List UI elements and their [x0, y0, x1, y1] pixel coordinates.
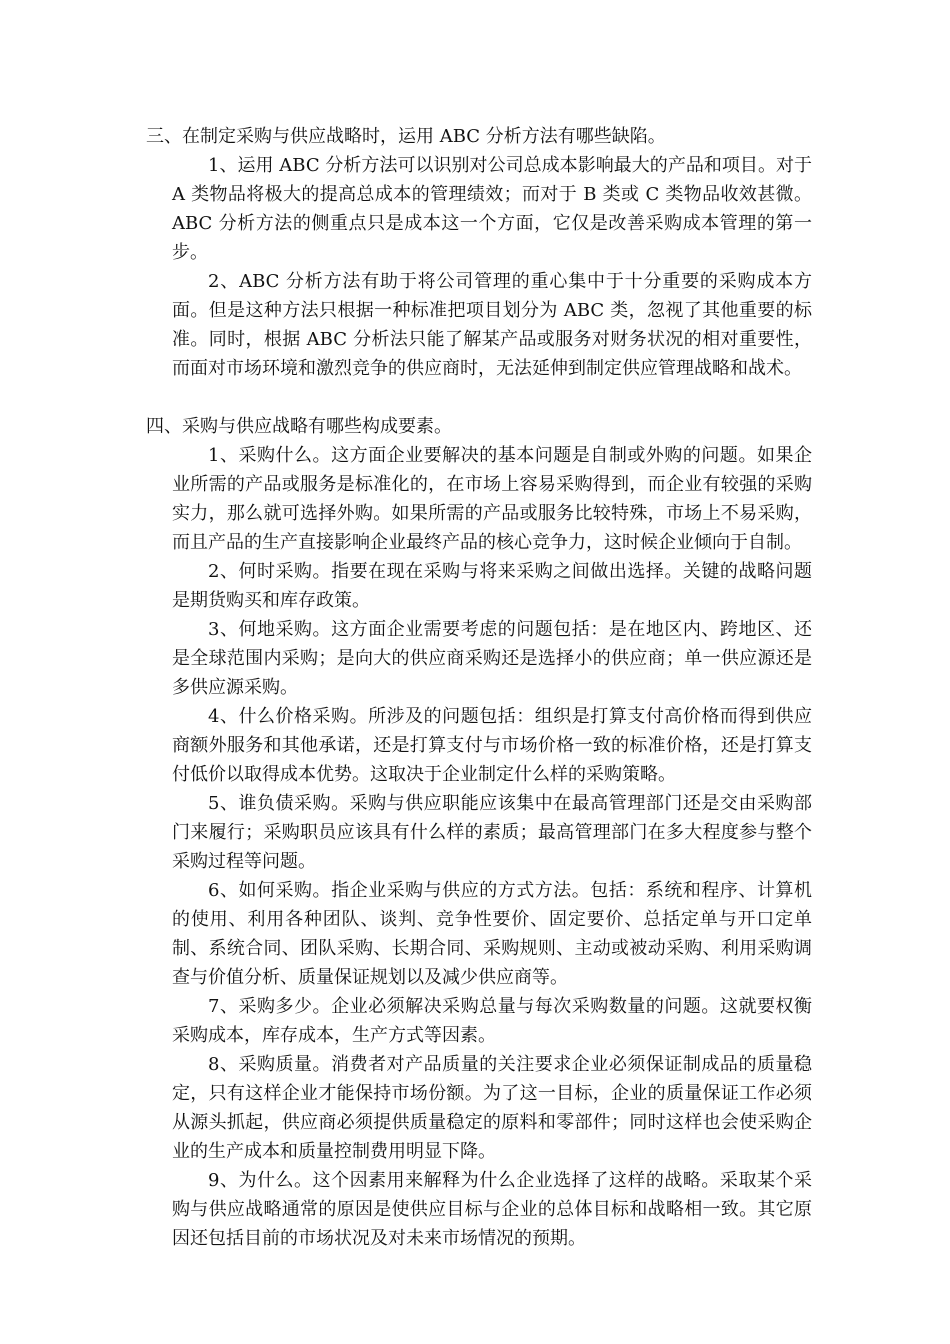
paragraph: 3、何地采购。这方面企业需要考虑的问题包括：是在地区内、跨地区、还是全球范围内采购；是向大的供应商采购还是选择小的供应商；单一供应源还是多供应源采购。 — [172, 619, 812, 698]
paragraph: 1、运用 ABC 分析方法可以识别对公司总成本影响最大的产品和项目。对于 A 类物品将极大的提高总成本的管理绩效；而对于 B 类或 C 类物品收效甚微。ABC 分析方法的侧重点只是成本这一个方面，它仅是改善采购成本管理的第一步。 — [172, 155, 812, 263]
paragraph: 8、采购质量。消费者对产品质量的关注要求企业必须保证制成品的质量稳定，只有这样企业才能保持市场份额。为了这一目标，企业的质量保证工作必须从源头抓起，供应商必须提供质量稳定的原料和零部件；同时这样也会使采购企业的生产成本和质量控制费用明显下降。 — [172, 1054, 812, 1162]
paragraph: 2、ABC 分析方法有助于将公司管理的重心集中于十分重要的采购成本方面。但是这种方法只根据一种标准把项目划分为 ABC 类，忽视了其他重要的标准。同时，根据 ABC 分析法只能了解某产品或服务对财务状况的相对重要性，而面对市场环境和激烈竞争的供应商时，无法延伸到制定供应管理战略和战术。 — [172, 271, 812, 379]
paragraph: 6、如何采购。指企业采购与供应的方式方法。包括：系统和程序、计算机的使用、利用各种团队、谈判、竞争性要价、固定要价、总括定单与开口定单制、系统合同、团队采购、长期合同、采购规则、主动或被动采购、利用采购调查与价值分析、质量保证规划以及减少供应商等。 — [172, 880, 812, 988]
section-heading: 四、采购与供应战略有哪些构成要素。 — [146, 416, 452, 437]
paragraph: 1、采购什么。这方面企业要解决的基本问题是自制或外购的问题。如果企业所需的产品或服务是标准化的，在市场上容易采购得到，而企业有较强的采购实力，那么就可选择外购。如果所需的产品或服务比较特殊，市场上不易采购，而且产品的生产直接影响企业最终产品的核心竞争力，这时候企业倾向于自制。 — [172, 445, 812, 553]
section-strategy-elements — [146, 412, 812, 1253]
paragraph: 4、什么价格采购。所涉及的问题包括：组织是打算支付高价格而得到供应商额外服务和其他承诺，还是打算支付与市场价格一致的标准价格，还是打算支付低价以取得成本优势。这取决于企业制定什么样的采购策略。 — [172, 706, 812, 785]
paragraph: 9、为什么。这个因素用来解释为什么企业选择了这样的战略。采取某个采购与供应战略通常的原因是使供应目标与企业的总体目标和战略相一致。其它原因还包括目前的市场状况及对未来市场情况的预期。 — [172, 1170, 812, 1249]
paragraph: 2、何时采购。指要在现在采购与将来采购之间做出选择。关键的战略问题是期货购买和库存政策。 — [172, 561, 812, 611]
paragraph: 7、采购多少。企业必须解决采购总量与每次采购数量的问题。这就要权衡采购成本，库存成本，生产方式等因素。 — [172, 996, 812, 1046]
section-heading: 三、在制定采购与供应战略时，运用 ABC 分析方法有哪些缺陷。 — [146, 126, 666, 147]
section-abc-defects — [146, 122, 812, 383]
document-body — [146, 122, 812, 1253]
paragraph: 5、谁负债采购。采购与供应职能应该集中在最高管理部门还是交由采购部门来履行；采购职员应该具有什么样的素质；最高管理部门在多大程度参与整个采购过程等问题。 — [172, 793, 812, 872]
